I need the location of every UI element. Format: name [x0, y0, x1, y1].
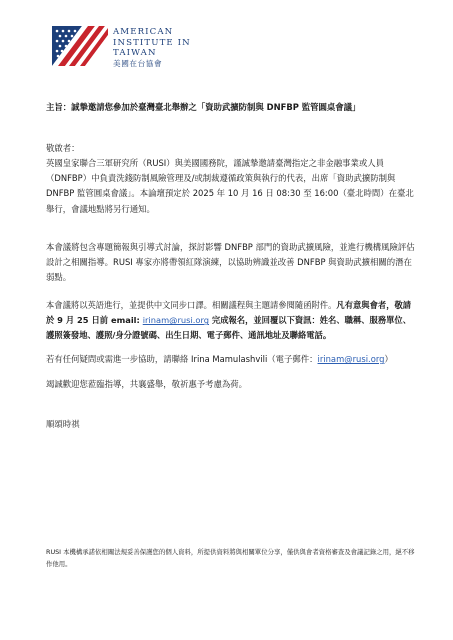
logo-chinese-name: 美國在台協會	[113, 58, 163, 68]
ait-flag-logo-icon	[52, 26, 108, 66]
registration-paragraph	[46, 298, 416, 344]
logo-wordmark	[113, 27, 191, 69]
privacy-footnote: RUSI 本機構承諾依相關法規妥善保護您的個人資料，所提供資料將與相關單位分享，僅供與會者資格審查及會議記錄之用，絕不移作他用。	[46, 548, 415, 568]
ait-logo	[52, 26, 192, 68]
language-note: 本會議將以英語進行，並提供中文同步口譯。相關議程與主題請參閱隨函附件。	[46, 300, 337, 310]
contact-email-link[interactable]: irinam@rusi.org	[317, 354, 385, 364]
agenda-paragraph: 本會議將包含專題簡報與引導式討論，探討影響 DNFBP 部門的資助武擴風險，並進行機構風險評估設計之相關指導。RUSI 專家亦將帶領紅隊演練，以協助辨識並改善 DNFBP 與資助武擴相關的潛在弱點。	[46, 242, 415, 283]
salutation: 敬啟者：	[46, 143, 80, 153]
subject-line: 主旨：誠摯邀請您參加於臺灣臺北舉辦之「資助武擴防制與 DNFBP 監管圓桌會議」	[46, 102, 361, 112]
registration-email-link[interactable]: irinam@rusi.org	[142, 315, 210, 326]
contact-text-end: ）	[384, 354, 393, 364]
required-information: 完成報名，並回覆以下資訊：姓名、職稱、服務單位、護照簽發地、護照/身分證號碼、出生日期、電子郵件、通訊地址及聯絡電話。	[46, 315, 412, 341]
logo-line-institute: INSTITUTE IN	[113, 37, 191, 48]
welcome-paragraph: 竭誠歡迎您蒞臨指導，共襄盛舉，敬祈惠予考慮為荷。	[46, 379, 247, 389]
invitation-paragraph: 英國皇家聯合三軍研究所（RUSI）與美國國務院，謹誠摯邀請臺灣指定之非金融事業或人員（DNFBP）中負責洗錢防制風險管理及/或制裁遵循政策與執行的代表，出席「資助武擴防制與 DNFBP 監管圓桌會議」。本論壇預定於 2025 年 10 月 16 日 08:30 至 16:00（臺北時間）在臺北舉行，會議地點將另行通知。	[46, 158, 414, 214]
logo-line-taiwan: TAIWAN	[113, 48, 157, 58]
closing-greeting: 順頌時祺	[46, 419, 80, 429]
registration-instructions: 凡有意與會者，敬請於 9 月 25 日前 email:	[46, 300, 412, 326]
logo-line-american: AMERICAN	[113, 27, 174, 37]
contact-text: 若有任何疑問或需進一步協助，請聯絡 Irina Mamulashvili（電子郵件：	[46, 354, 318, 364]
contact-paragraph	[46, 352, 416, 367]
